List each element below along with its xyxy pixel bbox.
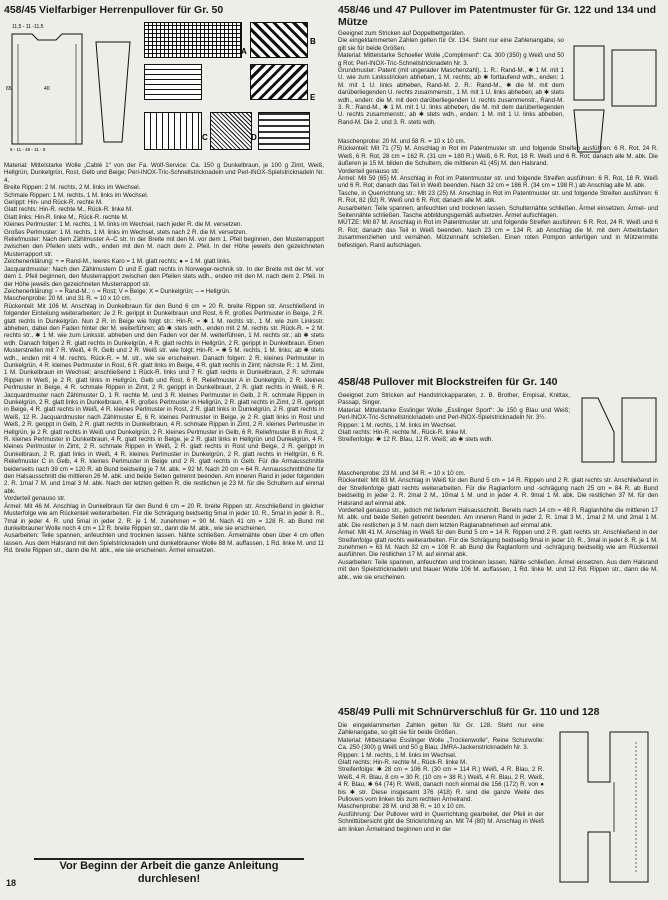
section-title: 458/49 Pulli mit Schnürverschluß für Gr. 110 und 128 [338,706,600,718]
raglan-schematic [578,392,660,472]
section-title: 458/46 und 47 Pullover im Patentmuster für Gr. 122 und 134 und Mütze [338,4,657,28]
instructions-458-46 [338,30,564,126]
label-d: D [251,133,257,142]
label-b: B [310,37,316,46]
paragraph: Maschenprobe: 20 M. und 31 R. = 10 x 10 cm. [4,295,132,303]
section-title: 458/48 Pullover mit Blockstreifen für Gr. 140 [338,376,558,388]
paragraph: Maschenprobe: 28 M. und 38 R. = 10 x 10 cm. [338,803,466,811]
label-e: E [310,93,316,102]
paragraph: Vorderteil genauso str. [338,167,400,175]
chart-labels [0,0,328,160]
paragraph: Streifenfolge: ✱ 28 cm = 106 R. (30 cm = 114 R.) Weiß, 4 R. Blau, 2 R. Weiß, 4 R. Blau, 8 cm = 30 R. (10 cm = 38 R.) Weiß, 4 R. Blau, 2 R. Weiß, 4 R. Blau, ✱ 64 (74) R. Weiß, danach noch einmal die 156 (172) R. von ● bis ✱ str. Diese insgesamt 376 (418) R. sind die ganze Weite des Pullovers vom linken bis zum rechten Ärmelrand. [338,766,544,804]
paragraph: Rippen: 1 M. rechts, 1 M. links im Wechsel. [338,421,457,429]
paragraph: Material: Mittelstarke Wolle „Cablé 1“ von der Fa. Wolf-Service: Ca. 150 g Dunkelbraun, je 100 g Zimt, Weiß, Hellgrün, Dunkelgrün, Rost, Gelb und Beige; Perl-INOX-Tric-Schnellstricknadeln und Perl-INOX-Spielstricknadeln Nr. 4. [4,162,324,184]
paragraph: Reliefmuster: Nach dem Zählmuster A–C str. In der Breite mit den M. vor dem 1. Pfeil beginnen, den Musterrapport zwischen den Pfeilen stets wdh., enden mit den M. nach dem 2. Pfeil. In der Höhe jeweils den gezeichneten Musterrapport str. [4,236,324,258]
paragraph: Grundmuster: Patent (mit ungerader Maschenzahl). 1. R.: Rand-M., ✱ 1 M. mit 1 U. wie zum Linksstricken abheben, 1 M. rechts; ab ✱ fortlaufend wdh., enden: 1 M. mit 1 U. links abheben, Rand-M. 2. R.: Rand-M., ✱ die M. mit dem darüberliegenden U. rechts zusammenstr., 1 M. mit 1 U. links abheben; ab ✱ stets wdh., enden: die M. mit dem darüberliegenden U. rechts zusammenstr., Rand-M. 3. R.: Rand-M., ✱ 1 M. mit 1 U. links abheben, die M. mit dem darüberliegenden U. rechts zusammenstr.; ab ✱ stets wdh., enden: 1 M. mit 1 U. links abheben, Rand-M. Die 2. und 3. R. stets wdh. [338,67,564,126]
paragraph: Zeichenerklärung: ▫ = Rand-M.; ○ = Rost; V = Beige; X = Dunkelgrün; – = Hellgrün. [4,287,231,295]
paragraph: Ausarbeiten: Teile spannen, anfeuchten und trocknen lassen. Schulternähte schließen. Ärmel einsetzen. Ärmel- und Seitennähte schließen. Tasche abbildungsgemäß aufsetzen. Ärmel aufschlagen. [338,204,658,220]
instructions-458-46-b [338,138,658,249]
paragraph: MÜTZE: Mit 87 M. Anschlag in Rot im Patentmuster str. und folgende Streifen ausführen: 6 R. Rot, 24 R. Weiß und 6 R. Rot; danach das Teil in Weiß beenden. Nach 23 cm = 134 R. ab Anschlag die M. mit dem Arbeitsfaden zusammenziehen und vernähen. Mützennaht schließen. Einen roten Pompon anfertigen und in Mützenmitte befestigen. Rand aufschlagen. [338,219,658,249]
paragraph: Kleines Perlmuster: 1 M. rechts, 1 M. links im Wechsel, nach jeder R. die M. versetzen. [4,221,243,229]
paragraph: Maschenprobe: 23 M. und 34 R. = 10 x 10 cm. [338,470,466,477]
instructions-458-48-b [338,470,658,581]
paragraph: Vorderteil genauso str. [4,495,66,503]
paragraph: Material: Mittelstarke Esslinger Wolle „Esslinger Sport“: Je 150 g Blau und Weiß; Perl-INOX-Tric-Schnellstricknadeln und Perl-INOX-Spielstricknadeln Nr. 3½. [338,406,570,422]
paragraph: Rückenteil: Mit 71 (75) M. Anschlag in Rot im Patentmuster str. und folgende Streifen ausführen: 6 R. Rot, 24 R. Weiß, 6 R. Rot, 28 cm = 162 R. (31 cm = 180 R.) Weiß, 6 R. Rot, 18 R. Weiß und 6 R. Rot; danach alle M. abk. Die äußeren je 15 M. bilden die Schultern, die mittleren 41 (45) M. den Halsrand. [338,145,658,168]
section-458-48 [338,376,658,391]
paragraph: Ärmel: Mit 59 (65) M. Anschlag in Rot im Patentmuster str. und folgende Streifen ausführen: 6 R. Rot, 18 R. Weiß und 6 R. Rot; danach das Teil in Weiß beenden. Nach 32 cm = 186 R. (34 cm = 198 R.) ab Anschlag alle M. abk. [338,175,658,190]
paragraph: Glatt rechts: Hin-R. rechte M., Rück-R. linke M. [4,206,133,214]
dim-top: 11,5 - 11 -11,5 [12,24,44,30]
paragraph: Breite Rippen: 2 M. rechts, 2 M. links im Wechsel. [4,184,141,192]
paragraph: Rippen: 1 M. rechts, 1 M. links im Wechsel. [338,751,457,759]
paragraph: Glatt rechts: Hin-R. rechte M., Rück-R. linke M. [338,759,467,767]
page-number: 18 [6,878,17,888]
paragraph: Gerippt: Hin- und Rück-R. rechte M. [4,199,103,207]
crosswise-schematic [550,722,662,892]
paragraph: Ausarbeiten: Teile spannen, anfeuchten und trocknen lassen. Nähte schließen. Ärmelnähte oben über 4 cm offen lassen. Aus dem Halsrand mit den Spielstricknadeln und dunkelbrauner Wolle 88 M. auffassen, 1 Rd. linke M. und 11 Rd. breite Rippen str., dann die M. abk., wie sie erscheinen. Ärmel einsetzen. [4,532,324,555]
dim-mid: 40 [44,86,50,92]
paragraph: Großes Perlmuster: 1 M. rechts, 1 M. links im Wechsel, stets nach 2 R. die M. versetzen. [4,228,247,236]
dim-bottom: 5 - 11 - 48 - 11 - 5 [10,147,46,152]
section-458-46 [338,4,657,31]
paragraph: Ausführung: Der Pullover wird in Querrichtung gearbeitet, der Pfeil in der Schnittübersicht gibt die Strickrichtung an. Mit 74 (80) M. Anschlag in Weiß am linken Ärmelrand beginnen und in der [338,810,544,833]
instructions-458-45 [4,162,324,555]
notice-callout: Vor Beginn der Arbeit die ganze Anleitung durchlesen! [34,858,304,896]
paragraph: Material: Mittelstarke Esslinger Wolle „Trockenwolle“, Reine Schurwolle: Ca. 250 (300) g Weiß und 50 g Blau; JMRA-Jackenstricknadeln Nr. 3. [338,736,544,752]
section-title: 458/45 Vielfarbiger Herrenpullover für Gr. 50 [4,4,224,16]
paragraph: Glatt rechts: Hin-R. rechte M., Rück-R. linke M. [338,429,467,437]
instructions-458-49 [338,722,544,833]
paragraph: Rückenteil: Mit 106 M. Anschlag in Dunkelbraun für den Bund 6 cm = 20 R. breite Rippen str. Anschließend in folgender Einteilung weiterarbeiten: Je 2 R. gerippt in Dunkelbraun und Rost, 6 R. großes Perlmuster in Beige, 2 R. glatt rechts in Dunkelgrün. Nun 2 R. in Beige wie folgt str.: Hin-R. = ✱ 1 M. rechts str., 1 M. wie zum Linksstr. abheben, dabei den Faden hinter der M. weiterführen; ab ✱ stets wdh., enden mit 2 M. rechts str. Rück-R. = 2 M. rechts str., ✱ 1 M. wie zum Linksstr. abheben und den Faden vor der M. weiterführen, 1 M. rechts str.; ab ✱ stets wdh. Danach folgen 2 R. glatt rechts in Dunkelgrün, 4 R. glatt rechts in Hellgrün, 2 R. gerippt in Dunkelbraun. Einen Musterstreifen mit 7 R. Weiß, 4 R. Gelb und 2 R. Weiß str. wie folgt: Hin-R. = ✱ 5 M. rechts, 1 M. links; ab ✱ stets wdh., enden mit 4 M. rechts. Rück-R. = M. str., wie sie erscheinen. Danach folgen: 2 R. kleines Perlmuster in Dunkelgrün, 4 R. kleines Perlmuster in Rost, 6 R. glatt links im Beige, 4 R. glatt rechts in Zimt; nächste R.: 1 M. Zimt, 1 M. Dunkelbraun im Wechsel; anschließend 1 Rück-R. links und 7 R. glatt rechts in Dunkelbraun, 2 R. schmale Rippen in Weiß, je 2 R. glatt links in Hellgrün, Gelb und Rost, 6 R. Reliefmuster A in Dunkelgrün, 2 R. kleines Perlmuster in Beige, 4 R. schmale Rippen in Zimt, 2 R. gerippt in Dunkelbraun, 2 R. glatt rechts in Weiß, 6 R. Jacquardmuster nach Zählmuster D, 1 R. rechte M. und 3 R. kleines Perlmuster in Gelb, 2 R. schmale Rippen in Dunkelgrün, 2 R. glatt links in Dunkelbraun, 4 R. großes Perlmuster in Hellgrün, 2 R. glatt rechts in Zimt, 2 R. gerippt in Beige, 4 R. glatt rechts in Weiß, 4 R. kleines Perlmuster in Rost, 2 R. glatt links in Dunkelgrün, 2 R. glatt rechts in Weiß, 12 R. Jacquardmuster nach Zählmuster E, 6 R. kleines Perlmuster in Beige, je 2 R. glatt links in Rost und Weiß, 2 R. gerippt in Gelb, 2 R. glatt rechts in Dunkelbraun, 4 R. schmale Rippen in Zimt, 2 R. kleines Perlmuster in Hellgrün, je 2 R. glatt rechts in Weiß und Dunkelgrün, 2 R. kleines Perlmuster in Gelb, 6 R. Reliefmuster B in Rost, 2 R. kleines Perlmuster in Dunkelbraun, 4 R. glatt rechts in Beige, je 2 R. glatt links in Hellgrün und Dunkelgrün, 4 R. kleines Perlmuster in Zimt, 2 R. schmale Rippen in Weiß, 2 R. glatt rechts in Rost und Beige, 2 R. gerippt in Dunkelbraun, 2 R. glatt links in Weiß, 4 R. kleines Perlmuster in Dunkelgrün, 2 R. glatt rechts in Hellgrün, 6 R. Reliefmuster C in Gelb, 4 R. kleines Perlmuster in Beige und 2 R. glatt rechts in Gelb. Für die Armausschnitte beiderseits nach 39 cm = 120 R. ab Bund beidseitig je 7 M. abk. = 92 M. Nach 20 cm = 64 R. Armausschnitthöhe für den Halsausschnitt die mittleren 26 M. abk. und beide Seiten getrennt beenden. Am inneren Rand in jeder folgenden 2. R. 1mal 7 M. und 1mal 3 M. abk. Nach der letzten gelben R. die restlichen je 23 M. für die Schultern auf einmal abk. [4,302,324,495]
paragraph: Maschenprobe: 20 M. und 58 R. = 10 x 10 cm. [338,138,466,145]
paragraph: Vorderteil genauso str., jedoch mit tieferem Halsausschnitt. Bereits nach 14 cm = 48 R. Raglanhöhe die mittleren 17 M. abk. und beide Seiten getrennt beenden. Am inneren Rand in jeder 2. R. 1mal 3 M., 1mal 2 M. und 2mal 1 M. abk. Die restlichen je 3 M. nach dem letzten Raglanabnehmen auf einmal abk. [338,507,658,529]
paragraph: Tasche, in Querrichtung str.: Mit 23 (25) M. Anschlag in Rot im Patentmuster str. und folgende Streifen ausführen: 6 R. Rot, 82 (92) R. Weiß und 6 R. Rot; danach alle M. abk. [338,189,658,205]
paragraph: Zeichenerklärung: + = Rand-M., leeres Karo = 1 M. glatt rechts; ● = 1 M. glatt links. [4,258,232,266]
dim-left: 65 [6,86,12,92]
section-458-49 [338,706,658,721]
paragraph: Schmale Rippen: 1 M. rechts, 1 M. links im Wechsel. [4,191,149,199]
paragraph: Die eingeklammerten Zahlen gelten für Gr. 134. Steht nur eine Zahlenangabe, so gilt sie für beide Größen. [338,37,564,52]
paragraph: Die eingeklammerten Zahlen gelten für Gr. 128. Steht nur eine Zahlenangabe, so gilt sie für beide Größen. [338,722,544,737]
paragraph: Jacquardmuster: Nach den Zählmustern D und E glatt rechts in Norweger-technik str. In der Breite mit der M. vor dem 1. Pfeil beginnen, den Musterrapport zwischen den Pfeilen stets wdh., enden mit den M. nach dem 2. Pfeil. In der Höhe jeweils den gezeichneten Musterrapport str. [4,265,324,288]
paragraph: Ärmel: Mit 41 M. Anschlag in Weiß für den Bund 5 cm = 14 R. Rippen und 2 R. glatt rechts str. Anschließend in der Streifenfolge glatt rechts weiterarbeiten. Für die Schrägung beidseitig 9mal in jeder 10. R., 3mal in jeder 8. R. je 1 M. zunehmen = 63 M. Nach 32 cm = 108 R. ab Bund die Raglanform und -schrägung beidseitig wie am Rückenteil ausführen. Die restlichen 17 M. auf einmal abk. [338,529,658,559]
paragraph: Streifenfolge: ✱ 12 R. Blau, 12 R. Weiß; ab ✱ stets wdh. [338,436,494,444]
paragraph: Geeignet zum Stricken auf Handstrickapparaten, z. B. Brother, Empisal, Knittax, Passap, Singer. [338,392,570,407]
paragraph: Ärmel: Mit 46 M. Anschlag in Dunkelbraun für den Bund 6 cm = 20 R. breite Rippen str. Anschließend in gleicher Musterfolge wie am Rückenteil weiterarbeiten. Für die Schrägung beidseitig 5mal in jeder 10. R., 5mal in jeder 8. R., 7mal in jeder 4. R. und 5mal in jeder 2. R. je 1 M. zunehmen = 90 M. Nach 41 cm = 128 R. ab Bund mit dunkelbrauner Wolle noch 4 cm = 12 R. breite Rippen str., dann die M. abk., wie sie erscheinen. [4,502,324,532]
paragraph: Glatt links: Hin-R. linke M., Rück-R. rechte M. [4,213,129,221]
paragraph: Ausarbeiten: Teile spannen, anfeuchten und trocknen lassen. Nähte schließen. Ärmel einsetzen. Aus dem Halsrand mit den Spielstricknadeln und blauer Wolle 106 M. auffassen, 1 Rd. linke M. und 12 Rd. Rippen str., dann die M. abk., wie sie erscheinen. [338,558,658,581]
paragraph: Geeignet zum Stricken auf Doppelbettgeräten. [338,30,466,37]
paragraph: Material: Mittelstarke Schoeller Wolle „Compliment“: Ca. 300 (350) g Weiß und 50 g Rot; Perl-INOX-Tric-Schnellstricknadeln Nr. 3. [338,52,564,67]
instructions-458-48 [338,392,570,444]
paragraph: Rückenteil: Mit 83 M. Anschlag in Weiß für den Bund 5 cm = 14 R. Rippen und 2 R. glatt rechts str. Anschließend in der Streifenfolge glatt rechts weiterarbeiten. Für die Raglanform und -schrägung nach 25 cm = 84 R. ab Bund beidseitig in jeder 2. R. 2mal 2 M., 10mal 1 M. und in jeder 4. R. 9mal 1 M. abk. Die restlichen 37 M. für den Halsrand auf einmal abk. [338,477,658,507]
label-c: C [202,133,208,142]
label-a: A [241,47,247,56]
